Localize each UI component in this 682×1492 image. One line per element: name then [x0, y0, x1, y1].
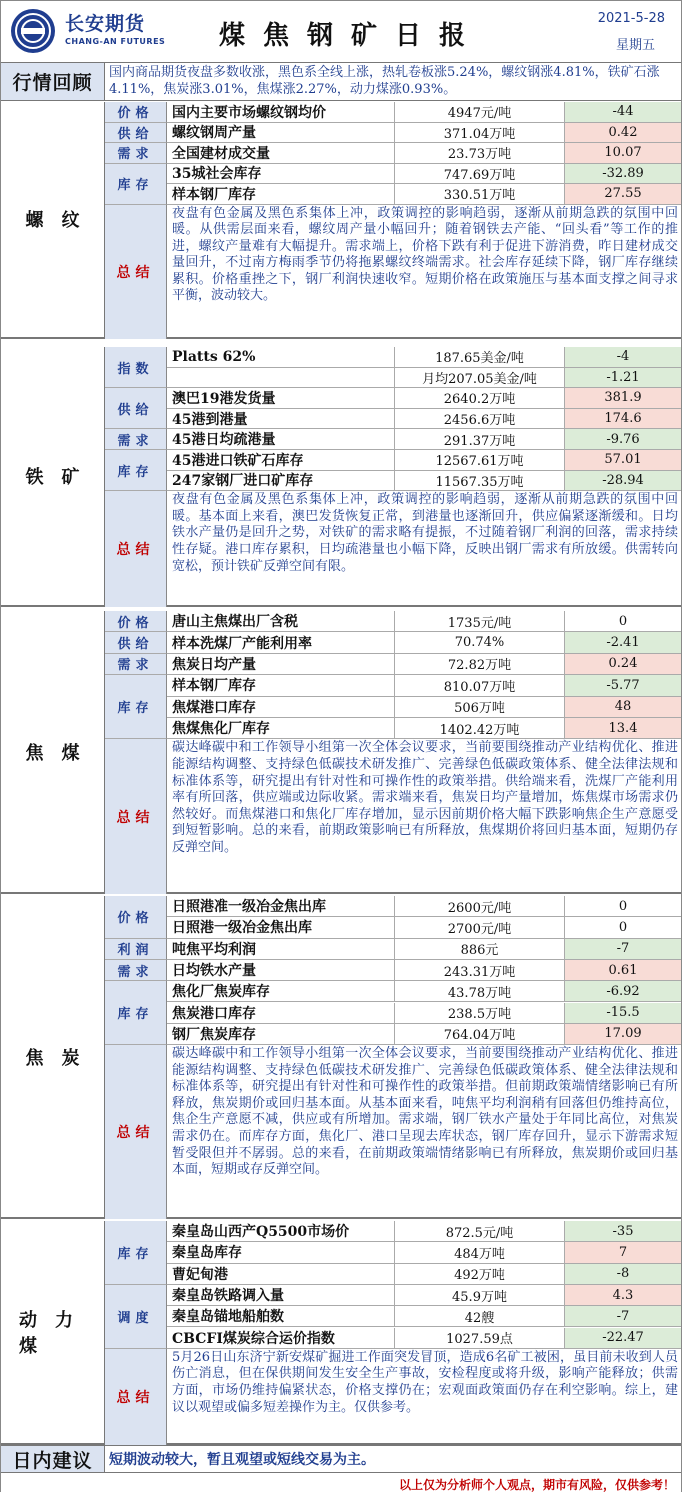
market-review-band [1, 63, 681, 101]
table-row [105, 429, 681, 450]
indicator-name [169, 368, 395, 388]
indicator-name: 日照港一级冶金焦出库 [169, 917, 395, 937]
summary-label: 总结 [105, 1045, 167, 1219]
indicator-name: 焦炭日均产量 [169, 654, 395, 674]
table-row [105, 450, 681, 471]
indicator-change: 13.4 [565, 718, 681, 738]
section-coking-coal [1, 611, 681, 894]
indicator-value: 2456.6万吨 [395, 409, 565, 429]
summary-text: 碳达峰碳中和工作领导小组第一次全体会议要求，当前要围绕推动产业结构优化、推进能源结构调整、支持绿色低碳技术研发推广、完善绿色低碳政策体系、健全法律法规和标准体系等，研究提出有针对性和可操作性的政策举措。供给端来看，洗煤厂产能利用率有所回落，供应端或边际收紧。需求端来看，焦炭日均产量增加，炼焦煤市场需求仍然较好。而焦煤港口和焦化厂库存增加，显示因前期价格大幅下跌影响焦企生产意愿受到短暂影响。总的来看，前期政策影响已有所释放，焦煤期价将回归基本面，短期仍存反弹空间。 [172, 740, 678, 855]
indicator-change: -35 [565, 1221, 681, 1241]
indicator-value: 12567.61万吨 [395, 450, 565, 470]
table-row [105, 697, 681, 718]
indicator-change: -2.41 [565, 632, 681, 652]
table-row [105, 1328, 681, 1349]
intraday-advice-text: 短期波动较大，暂且观望或短线交易为主。 [109, 1452, 375, 1468]
category-label: 供给 [105, 632, 167, 653]
summary-block [105, 205, 681, 339]
disclaimer-text: 以上仅为分析师个人观点，期市有风险，仅供参考！ [398, 1478, 675, 1492]
table-row [105, 409, 681, 430]
category-label: 需求 [105, 429, 167, 450]
indicator-value: 43.78万吨 [395, 981, 565, 1001]
indicator-change: 0.61 [565, 960, 681, 980]
summary-label: 总结 [105, 491, 167, 607]
section-label: 螺纹 [1, 102, 105, 337]
indicator-name: 焦炭港口库存 [169, 1003, 395, 1023]
summary-block [105, 1045, 681, 1219]
indicator-name: 秦皇岛锚地船舶数 [169, 1306, 395, 1326]
category-label: 需求 [105, 960, 167, 981]
indicator-change: -28.94 [565, 471, 681, 491]
summary-text: 夜盘有色金属及黑色系集体上冲，政策调控的影响趋弱，逐渐从前期急跌的氛围中回暖。基本面上来看，澳巴发货恢复正常，到港量也逐渐回升，供应偏紧逐渐缓和。日均铁水产量仍是回升之势，对铁矿的需求略有提振，不过随着钢厂利润的回落，需求持续性存疑。港口库存累积，日均疏港量也小幅下降，反映出钢厂需求有所放缓。供需转向宽松，预计铁矿反弹空间有限。 [172, 492, 678, 574]
table-row [105, 347, 681, 368]
indicator-change: 17.09 [565, 1024, 681, 1044]
table-row [105, 654, 681, 675]
table-row [105, 960, 681, 981]
indicator-value: 72.82万吨 [395, 654, 565, 674]
indicator-name: 秦皇岛山西产Q5500市场价 [169, 1221, 395, 1241]
table-row [105, 1264, 681, 1285]
summary-text: 夜盘有色金属及黑色系集体上冲，政策调控的影响趋弱，逐渐从前期急跌的氛围中回暖。从供需层面来看，螺纹周产量小幅回升；随着钢铁去产能、“回头看”等工作的推进，螺纹产量难有大幅提升。需求端上，价格下跌有利于促进下游消费，昨日建材成交量回升，不过南方梅雨季节仍将拖累螺纹终端需求。社会库存延续下降，钢厂库存继续累积。价格重挫之下，钢厂利润快速收窄。短期价格在政策施压与基本面支撑之间寻求平衡，波动较大。 [172, 205, 678, 304]
category-label: 库存 [105, 675, 167, 739]
indicator-name: 吨焦平均利润 [169, 939, 395, 959]
table-row [105, 102, 681, 123]
indicator-value: 484万吨 [395, 1242, 565, 1262]
indicator-value: 11567.35万吨 [395, 471, 565, 491]
indicator-value: 70.74% [395, 632, 565, 652]
indicator-value: 371.04万吨 [395, 123, 565, 143]
indicator-change: 0.24 [565, 654, 681, 674]
report-title: 煤焦钢矿日报 [218, 21, 483, 51]
summary-text: 碳达峰碳中和工作领导小组第一次全体会议要求，当前要围绕推动产业结构优化、推进能源结构调整、支持绿色低碳技术研发推广、完善绿色低碳政策体系、健全法律法规和标准体系等，研究提出有针对性和可操作性的政策举措。但前期政策端情绪影响已有所释放，焦炭期价或回归基本面。从基本面来看，吨焦平均利润稍有回落但仍维持高位，焦企生产意愿不减，供应或有所增加。需求端，钢厂铁水产量处于年同比高位，对焦炭需求仍在。而库存方面，焦化厂、港口呈现去库状态，钢厂库存回升，显示下游需求短暂受限但并不孱弱。总的来看，在前期政策端情绪影响已有所释放，焦炭期价或回归基本面，短期或存反弹空间。 [172, 1046, 678, 1178]
indicator-name: 螺纹钢周产量 [169, 123, 395, 143]
indicator-name: 样本洗煤厂产能利用率 [169, 632, 395, 652]
table-row [105, 388, 681, 409]
table-row [105, 1024, 681, 1045]
indicator-value: 1402.42万吨 [395, 718, 565, 738]
indicator-change: -8 [565, 1264, 681, 1284]
category-label: 供给 [105, 123, 167, 144]
indicator-name: 钢厂焦炭库存 [169, 1024, 395, 1044]
indicator-value: 1027.59点 [395, 1328, 565, 1348]
section-thermal-coal [1, 1221, 681, 1445]
summary-label: 总结 [105, 1349, 167, 1445]
category-label: 价格 [105, 896, 167, 939]
indicator-value: 291.37万吨 [395, 429, 565, 449]
indicator-change: -9.76 [565, 429, 681, 449]
category-label: 库存 [105, 1221, 167, 1285]
indicator-value: 810.07万吨 [395, 675, 565, 695]
indicator-value: 872.5元/吨 [395, 1221, 565, 1241]
report-header [1, 1, 681, 63]
indicator-name: 国内主要市场螺纹钢均价 [169, 102, 395, 122]
table-row [105, 164, 681, 185]
summary-block [105, 491, 681, 607]
summary-label: 总结 [105, 205, 167, 339]
indicator-name: 全国建材成交量 [169, 143, 395, 163]
category-label: 供给 [105, 388, 167, 429]
indicator-value: 506万吨 [395, 697, 565, 717]
category-label: 价格 [105, 611, 167, 632]
indicator-change: 381.9 [565, 388, 681, 408]
indicator-change: -44 [565, 102, 681, 122]
indicator-change: 174.6 [565, 409, 681, 429]
section-iron-ore [1, 347, 681, 607]
indicator-value: 42艘 [395, 1306, 565, 1326]
indicator-name: 澳巴19港发货量 [169, 388, 395, 408]
market-review-label: 行情回顾 [1, 63, 105, 100]
brand-name-en: CHANG-AN FUTURES [65, 37, 166, 46]
indicator-change: -5.77 [565, 675, 681, 695]
table-row [105, 1306, 681, 1327]
indicator-value: 45.9万吨 [395, 1285, 565, 1305]
category-label: 指数 [105, 347, 167, 388]
indicator-value: 23.73万吨 [395, 143, 565, 163]
indicator-change: -15.5 [565, 1003, 681, 1023]
section-label: 动力煤 [1, 1221, 105, 1443]
indicator-value: 187.65美金/吨 [395, 347, 565, 367]
category-label: 需求 [105, 143, 167, 164]
disclaimer-footer [1, 1473, 681, 1492]
indicator-change: -7 [565, 1306, 681, 1326]
indicator-change: 10.07 [565, 143, 681, 163]
table-row [105, 981, 681, 1002]
indicator-value: 4947元/吨 [395, 102, 565, 122]
category-label: 价格 [105, 102, 167, 123]
indicator-name: 样本钢厂库存 [169, 184, 395, 204]
report-date: 2021-5-28 [597, 11, 665, 26]
section-coke [1, 896, 681, 1219]
indicator-value: 2640.2万吨 [395, 388, 565, 408]
category-label: 利润 [105, 939, 167, 960]
table-row [105, 1285, 681, 1306]
section-label: 铁矿 [1, 347, 105, 605]
indicator-change: -7 [565, 939, 681, 959]
summary-text: 5月26日山东济宁新安煤矿掘进工作面突发冒顶，造成6名矿工被困，虽目前未收到人员伤亡消息，但在保供期间发生安全生产事故，安检程度或将升级，影响产能释放；供需方面，市场仍维持偏紧状态，价格支撑仍在；宏观面政策面仍存在利空影响。综上，建议以观望或偏多短差操作为主。仅供参考。 [172, 1349, 678, 1415]
indicator-change: 0.42 [565, 123, 681, 143]
market-review-text: 国内商品期货夜盘多数收涨，黑色系全线上涨，热轧卷板涨5.24%，螺纹钢涨4.81%，铁矿石涨4.11%，焦炭涨3.01%，焦煤涨2.27%，动力煤涨0.93%。 [109, 65, 660, 97]
indicator-value: 330.51万吨 [395, 184, 565, 204]
indicator-name: Platts 62% [169, 347, 395, 367]
table-row [105, 896, 681, 917]
intraday-advice-band [1, 1445, 681, 1473]
indicator-change: 0 [565, 611, 681, 631]
table-row [105, 143, 681, 164]
table-row [105, 917, 681, 938]
indicator-value: 243.31万吨 [395, 960, 565, 980]
summary-block [105, 1349, 681, 1445]
section-label: 焦炭 [1, 896, 105, 1217]
indicator-value: 238.5万吨 [395, 1003, 565, 1023]
indicator-value: 886元 [395, 939, 565, 959]
indicator-name: 35城社会库存 [169, 164, 395, 184]
indicator-name: 样本钢厂库存 [169, 675, 395, 695]
table-row [105, 368, 681, 389]
indicator-change: -1.21 [565, 368, 681, 388]
indicator-name: CBCFI煤炭综合运价指数 [169, 1328, 395, 1348]
indicator-value: 747.69万吨 [395, 164, 565, 184]
indicator-change: -6.92 [565, 981, 681, 1001]
indicator-change: 0 [565, 917, 681, 937]
indicator-name: 日均铁水产量 [169, 960, 395, 980]
section-rebar [1, 102, 681, 339]
company-logo-icon [7, 7, 59, 55]
indicator-change: 57.01 [565, 450, 681, 470]
report-weekday: 星期五 [615, 38, 655, 53]
indicator-change: -4 [565, 347, 681, 367]
brand-name: 长安期货 [65, 13, 146, 35]
indicator-name: 247家钢厂进口矿库存 [169, 471, 395, 491]
indicator-value: 764.04万吨 [395, 1024, 565, 1044]
table-row [105, 1242, 681, 1263]
indicator-name: 日照港准一级冶金焦出库 [169, 896, 395, 916]
indicator-value: 月均207.05美金/吨 [395, 368, 565, 388]
indicator-name: 45港日均疏港量 [169, 429, 395, 449]
indicator-change: 27.55 [565, 184, 681, 204]
indicator-name: 曹妃甸港 [169, 1264, 395, 1284]
table-row [105, 611, 681, 632]
table-row [105, 1003, 681, 1024]
indicator-change: 7 [565, 1242, 681, 1262]
indicator-name: 焦煤焦化厂库存 [169, 718, 395, 738]
table-row [105, 939, 681, 960]
summary-block [105, 739, 681, 894]
indicator-name: 秦皇岛库存 [169, 1242, 395, 1262]
indicator-value: 492万吨 [395, 1264, 565, 1284]
table-row [105, 718, 681, 739]
indicator-name: 秦皇岛铁路调入量 [169, 1285, 395, 1305]
indicator-name: 焦化厂焦炭库存 [169, 981, 395, 1001]
indicator-value: 2700元/吨 [395, 917, 565, 937]
indicator-name: 唐山主焦煤出厂含税 [169, 611, 395, 631]
category-label: 需求 [105, 654, 167, 675]
table-row [105, 632, 681, 653]
indicator-change: 0 [565, 896, 681, 916]
indicator-change: -22.47 [565, 1328, 681, 1348]
table-row [105, 1221, 681, 1242]
category-label: 库存 [105, 450, 167, 491]
indicator-value: 1735元/吨 [395, 611, 565, 631]
indicator-name: 焦煤港口库存 [169, 697, 395, 717]
indicator-change: 4.3 [565, 1285, 681, 1305]
section-label: 焦煤 [1, 611, 105, 892]
table-row [105, 184, 681, 205]
indicator-change: -32.89 [565, 164, 681, 184]
table-row [105, 675, 681, 696]
table-row [105, 123, 681, 144]
indicator-change: 48 [565, 697, 681, 717]
table-row [105, 471, 681, 492]
indicator-name: 45港进口铁矿石库存 [169, 450, 395, 470]
category-label: 库存 [105, 981, 167, 1045]
summary-label: 总结 [105, 739, 167, 894]
category-label: 调度 [105, 1285, 167, 1349]
indicator-value: 2600元/吨 [395, 896, 565, 916]
intraday-advice-label: 日内建议 [1, 1446, 105, 1472]
indicator-name: 45港到港量 [169, 409, 395, 429]
category-label: 库存 [105, 164, 167, 205]
